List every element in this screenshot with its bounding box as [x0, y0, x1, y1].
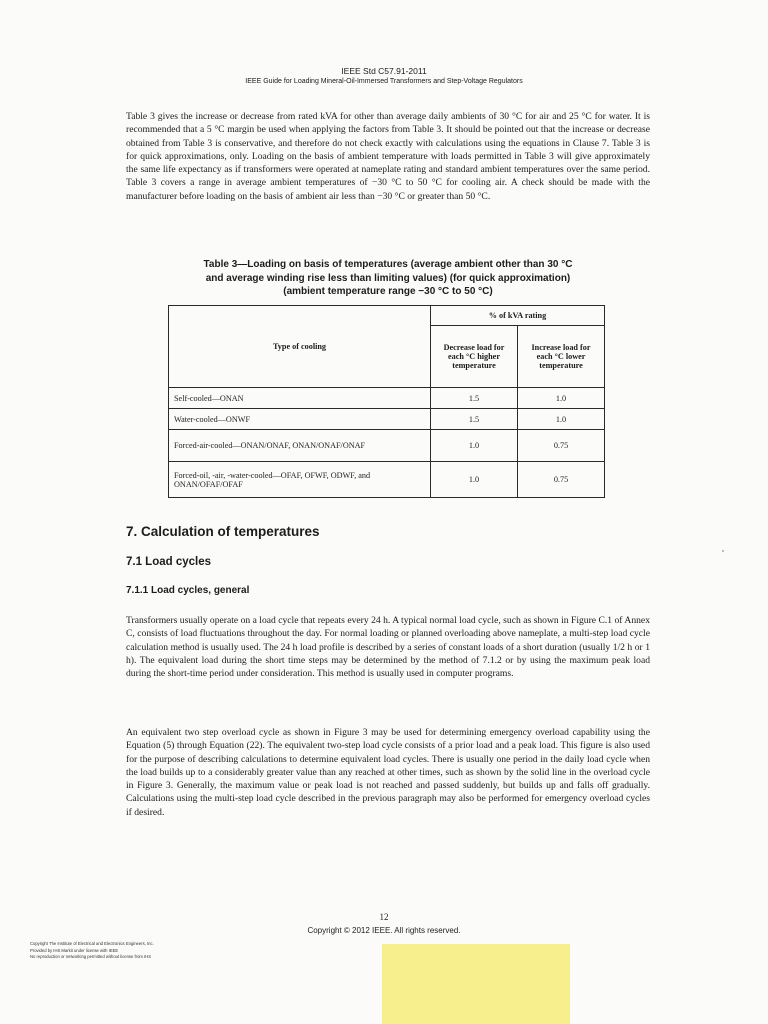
cell-increase: 0.75 [518, 462, 605, 498]
table-caption-line: Table 3—Loading on basis of temperatures (average ambient other than 30 °C [203, 259, 573, 270]
load-cycles-paragraph-2: An equivalent two step overload cycle as shown in Figure 3 may be used for determining emergency overload capability using the Equation (5) through Equation (22). The equivalent two-step load cycle consists of a prior load and a peak load. This figure is also used for the purpose of describing calculations to determine equivalent load cycles. There is usually one period in the daily load cycle when the load builds up to a considerably greater value than any reached at other times, such as shown by the solid line in the overload cycle in Figure 3. Generally, the maximum value or peak load is not reached and passed suddenly, but builds up and falls off gradually. Calculations using the multi-step load cycle described in the previous paragraph may also be performed for emergency overload cycles if desired. [126, 727, 650, 818]
subsubsection-heading: 7.1.1 Load cycles, general [126, 585, 250, 596]
page-number: 12 [379, 912, 389, 922]
table-row [169, 430, 605, 462]
table-caption-line: (ambient temperature range −30 °C to 50 °C) [283, 286, 493, 297]
copyright-notice: Copyright © 2012 IEEE. All rights reserved. [307, 926, 461, 935]
cell-increase: 0.75 [518, 430, 605, 462]
load-cycles-paragraph-1: Transformers usually operate on a load cycle that repeats every 24 h. A typical normal load cycle, such as shown in Figure C.1 of Annex C, consists of load fluctuations throughout the day. For normal loading or planned overloading above nameplate, a multi-step load cycle calculation method is usually used. The 24 h load profile is described by a series of constant loads of a short duration (usually 1/2 h or 1 h). The equivalent load during the short time steps may be determined by the method of 7.1.2 or by using the maximum peak load during the short-time period under consideration. This method is usually used in computer programs. [126, 615, 650, 680]
cell-decrease: 1.5 [431, 409, 518, 430]
cell-decrease: 1.0 [431, 462, 518, 498]
column-header-decrease-load: Decrease load for each °C higher temperature [431, 326, 518, 388]
section-heading: 7. Calculation of temperatures [126, 524, 320, 539]
column-group-header-kva-rating: % of kVA rating [431, 306, 605, 326]
cell-increase: 1.0 [518, 409, 605, 430]
column-header-increase-load: Increase load for each °C lower temperature [518, 326, 605, 388]
cell-decrease: 1.5 [431, 388, 518, 409]
table-caption [126, 258, 650, 299]
header-document-title: IEEE Guide for Loading Mineral-Oil-Immersed Transformers and Step-Voltage Regulators [245, 78, 523, 85]
sticky-note [382, 944, 570, 1024]
cell-cooling-type: Water-cooled—ONWF [169, 409, 431, 430]
license-line: No reproduction or networking permitted without license from IHS [30, 954, 152, 959]
cell-cooling-type: Self-cooled—ONAN [169, 388, 431, 409]
license-notice [30, 941, 250, 961]
cell-decrease: 1.0 [431, 430, 518, 462]
license-line: Copyright The Institute of Electrical and Electronics Engineers, Inc. [30, 941, 154, 946]
column-header-type-of-cooling: Type of cooling [169, 306, 431, 388]
header-standard-number: IEEE Std C57.91-2011 [341, 66, 427, 76]
table-caption-line: and average winding rise less than limiting values) (for quick approximation) [205, 272, 571, 284]
table-row [169, 388, 605, 409]
table-row [169, 409, 605, 430]
scan-speck [722, 550, 724, 552]
license-line: Provided by IHS Markit under license with IEEE [30, 947, 119, 953]
table-row [169, 462, 605, 498]
cell-increase: 1.0 [518, 388, 605, 409]
subsection-heading: 7.1 Load cycles [126, 556, 212, 568]
intro-paragraph: Table 3 gives the increase or decrease from rated kVA for other than average daily ambients of 30 °C for air and 25 °C for water. It is recommended that a 5 °C margin be used when applying the factors from Table 3. It should be pointed out that the increase or decrease obtained from Table 3 is conservative, and therefore do not check exactly with calculations using the equations in Clause 7. Table 3 is for quick approximations, only. Loading on the basis of ambient temperature with loads permitted in Table 3 will give approximately the same life expectancy as if transformers were operated at nameplate rating and standard ambient temperatures over the same period. Table 3 covers a range in average ambient temperatures of −30 °C to 50 °C for cooling air. A check should be made with the manufacturer before loading on the basis of ambient air less than −30 °C or greater than 50 °C. [126, 111, 650, 202]
cell-cooling-type: Forced-air-cooled—ONAN/ONAF, ONAN/ONAF/ONAF [169, 430, 431, 462]
cell-cooling-type: Forced-oil, -air, -water-cooled—OFAF, OFWF, ODWF, and ONAN/OFAF/OFAF [169, 462, 431, 498]
loading-table [168, 305, 605, 498]
